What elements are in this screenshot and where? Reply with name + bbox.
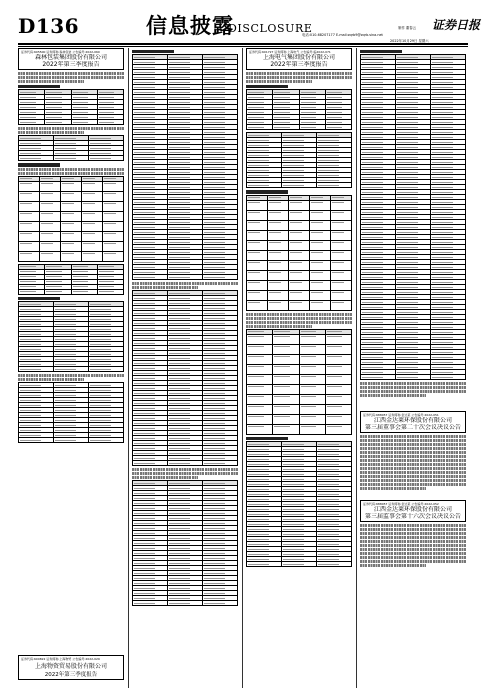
- stock-code-line: 证券代码:688057 证券简称:金达莱 公告编号:2022-051: [363, 413, 439, 418]
- contact-line: 电话:010-68207177 E-mail:zqrb9@zqrb.sina.net: [302, 33, 383, 37]
- section-heading: [246, 190, 288, 193]
- data-table: [360, 54, 466, 380]
- body-text: [360, 443, 466, 446]
- body-text: [360, 560, 466, 563]
- stock-code-line: 证券代码:600822 证券简称:上海物贸 公告编号:2022-029: [21, 657, 100, 661]
- body-text: [246, 317, 352, 320]
- section-heading: [360, 50, 402, 53]
- section-title-cn: 信息披露: [146, 13, 234, 38]
- body-text: [360, 544, 466, 547]
- data-table: [18, 135, 124, 161]
- body-text: [132, 476, 198, 479]
- shareholder-table: [246, 195, 352, 311]
- announcement-title: 2022年第三季度报告: [42, 61, 100, 68]
- body-text: [246, 313, 352, 316]
- body-text: [360, 475, 466, 478]
- announcement-header: [360, 500, 466, 522]
- body-text: [360, 390, 466, 393]
- body-text: [246, 72, 352, 75]
- company-name: 森林包装集团股份有限公司: [34, 54, 107, 61]
- body-text: [132, 472, 238, 475]
- body-text: [18, 127, 124, 130]
- editor-credit: 制作 董春云: [398, 26, 417, 30]
- announcement-title: 2022年第三季度报告: [44, 672, 98, 678]
- body-text: [18, 76, 124, 79]
- section-heading: [18, 163, 60, 166]
- body-text: [360, 394, 426, 397]
- section-heading: [132, 50, 174, 53]
- body-text: [360, 564, 426, 567]
- body-text: [18, 172, 124, 175]
- shareholder-table: [18, 176, 124, 262]
- header-rule-thin: [18, 46, 468, 47]
- company-name: 江西金达莱环保股份有限公司: [373, 506, 452, 514]
- body-text: [360, 467, 466, 470]
- body-text: [360, 524, 466, 527]
- body-text: [132, 286, 198, 289]
- column-divider: [242, 48, 243, 688]
- data-table: [18, 264, 124, 295]
- body-text: [360, 556, 466, 559]
- section-heading: [18, 297, 60, 300]
- body-text: [360, 532, 466, 535]
- announcement-header: [360, 411, 466, 433]
- company-name: 上海物资贸易股份有限公司: [34, 663, 107, 670]
- balance-sheet-table: [18, 301, 124, 372]
- column-divider: [356, 48, 357, 688]
- body-text: [360, 463, 466, 466]
- cash-flow-table: [132, 480, 238, 606]
- body-text: [360, 479, 466, 482]
- data-table: [246, 132, 352, 188]
- column-2: [132, 48, 238, 688]
- body-text: [360, 528, 466, 531]
- body-text: [360, 447, 466, 450]
- page-number: D136: [18, 14, 80, 38]
- data-table: [246, 329, 352, 435]
- body-text: [360, 386, 466, 389]
- body-text: [18, 131, 84, 134]
- section-heading: [246, 437, 288, 440]
- stock-code-line: 证券代码:605500 证券简称:森林包装 公告编号:2022-060: [21, 50, 100, 54]
- stock-code-line: 证券代码:601727 证券简称:上海电气 公告编号:临2022-071: [249, 50, 331, 54]
- body-text: [360, 483, 466, 486]
- announcement-title: 第三届董事会第二十次会议决议公告: [364, 424, 461, 432]
- body-text: [360, 471, 466, 474]
- body-text: [360, 536, 466, 539]
- body-text: [360, 487, 426, 490]
- column-1: [18, 48, 124, 688]
- section-heading: [18, 85, 60, 88]
- section-heading: [246, 85, 288, 88]
- newspaper-masthead: 证券日报: [432, 18, 481, 32]
- announcement-title: 第三届监事会第十六次会议决议公告: [364, 513, 461, 521]
- body-text: [360, 455, 466, 458]
- company-name: 上海电气集团股份有限公司: [262, 54, 335, 61]
- announcement-header: [18, 48, 124, 70]
- body-text: [246, 321, 352, 324]
- financial-table: [246, 89, 352, 130]
- announcement-title: 2022年第三季度报告: [270, 61, 328, 68]
- body-text: [18, 80, 84, 83]
- body-text: [360, 382, 466, 385]
- body-text: [360, 540, 466, 543]
- body-text: [246, 80, 312, 83]
- body-text: [18, 374, 124, 377]
- company-name: 江西金达莱环保股份有限公司: [373, 417, 452, 425]
- body-text: [18, 72, 124, 75]
- announcement-header: [18, 655, 124, 680]
- page-header: [0, 0, 484, 44]
- column-3: [246, 48, 352, 688]
- body-text: [360, 459, 466, 462]
- body-text: [360, 451, 466, 454]
- body-text: [360, 435, 466, 438]
- body-text: [360, 552, 466, 555]
- body-text: [360, 439, 466, 442]
- column-4: [360, 48, 466, 688]
- income-statement-table: [132, 290, 238, 466]
- body-text: [18, 168, 124, 171]
- balance-sheet-table: [246, 441, 352, 567]
- column-divider: [128, 48, 129, 688]
- issue-date: 2022年10月29日 星期六: [390, 39, 429, 43]
- data-table: [132, 54, 238, 280]
- section-title-en: DISCLOSURE: [228, 22, 313, 35]
- body-text: [246, 76, 352, 79]
- announcement-header: [246, 48, 352, 70]
- data-table: [18, 382, 124, 443]
- header-rule: [18, 43, 468, 45]
- body-text: [246, 325, 312, 328]
- body-text: [132, 468, 238, 471]
- stock-code-line: 证券代码:688057 证券简称:金达莱 公告编号:2022-052: [363, 502, 439, 507]
- body-text: [132, 282, 238, 285]
- body-text: [360, 548, 466, 551]
- financial-table: [18, 89, 124, 125]
- body-text: [18, 378, 84, 381]
